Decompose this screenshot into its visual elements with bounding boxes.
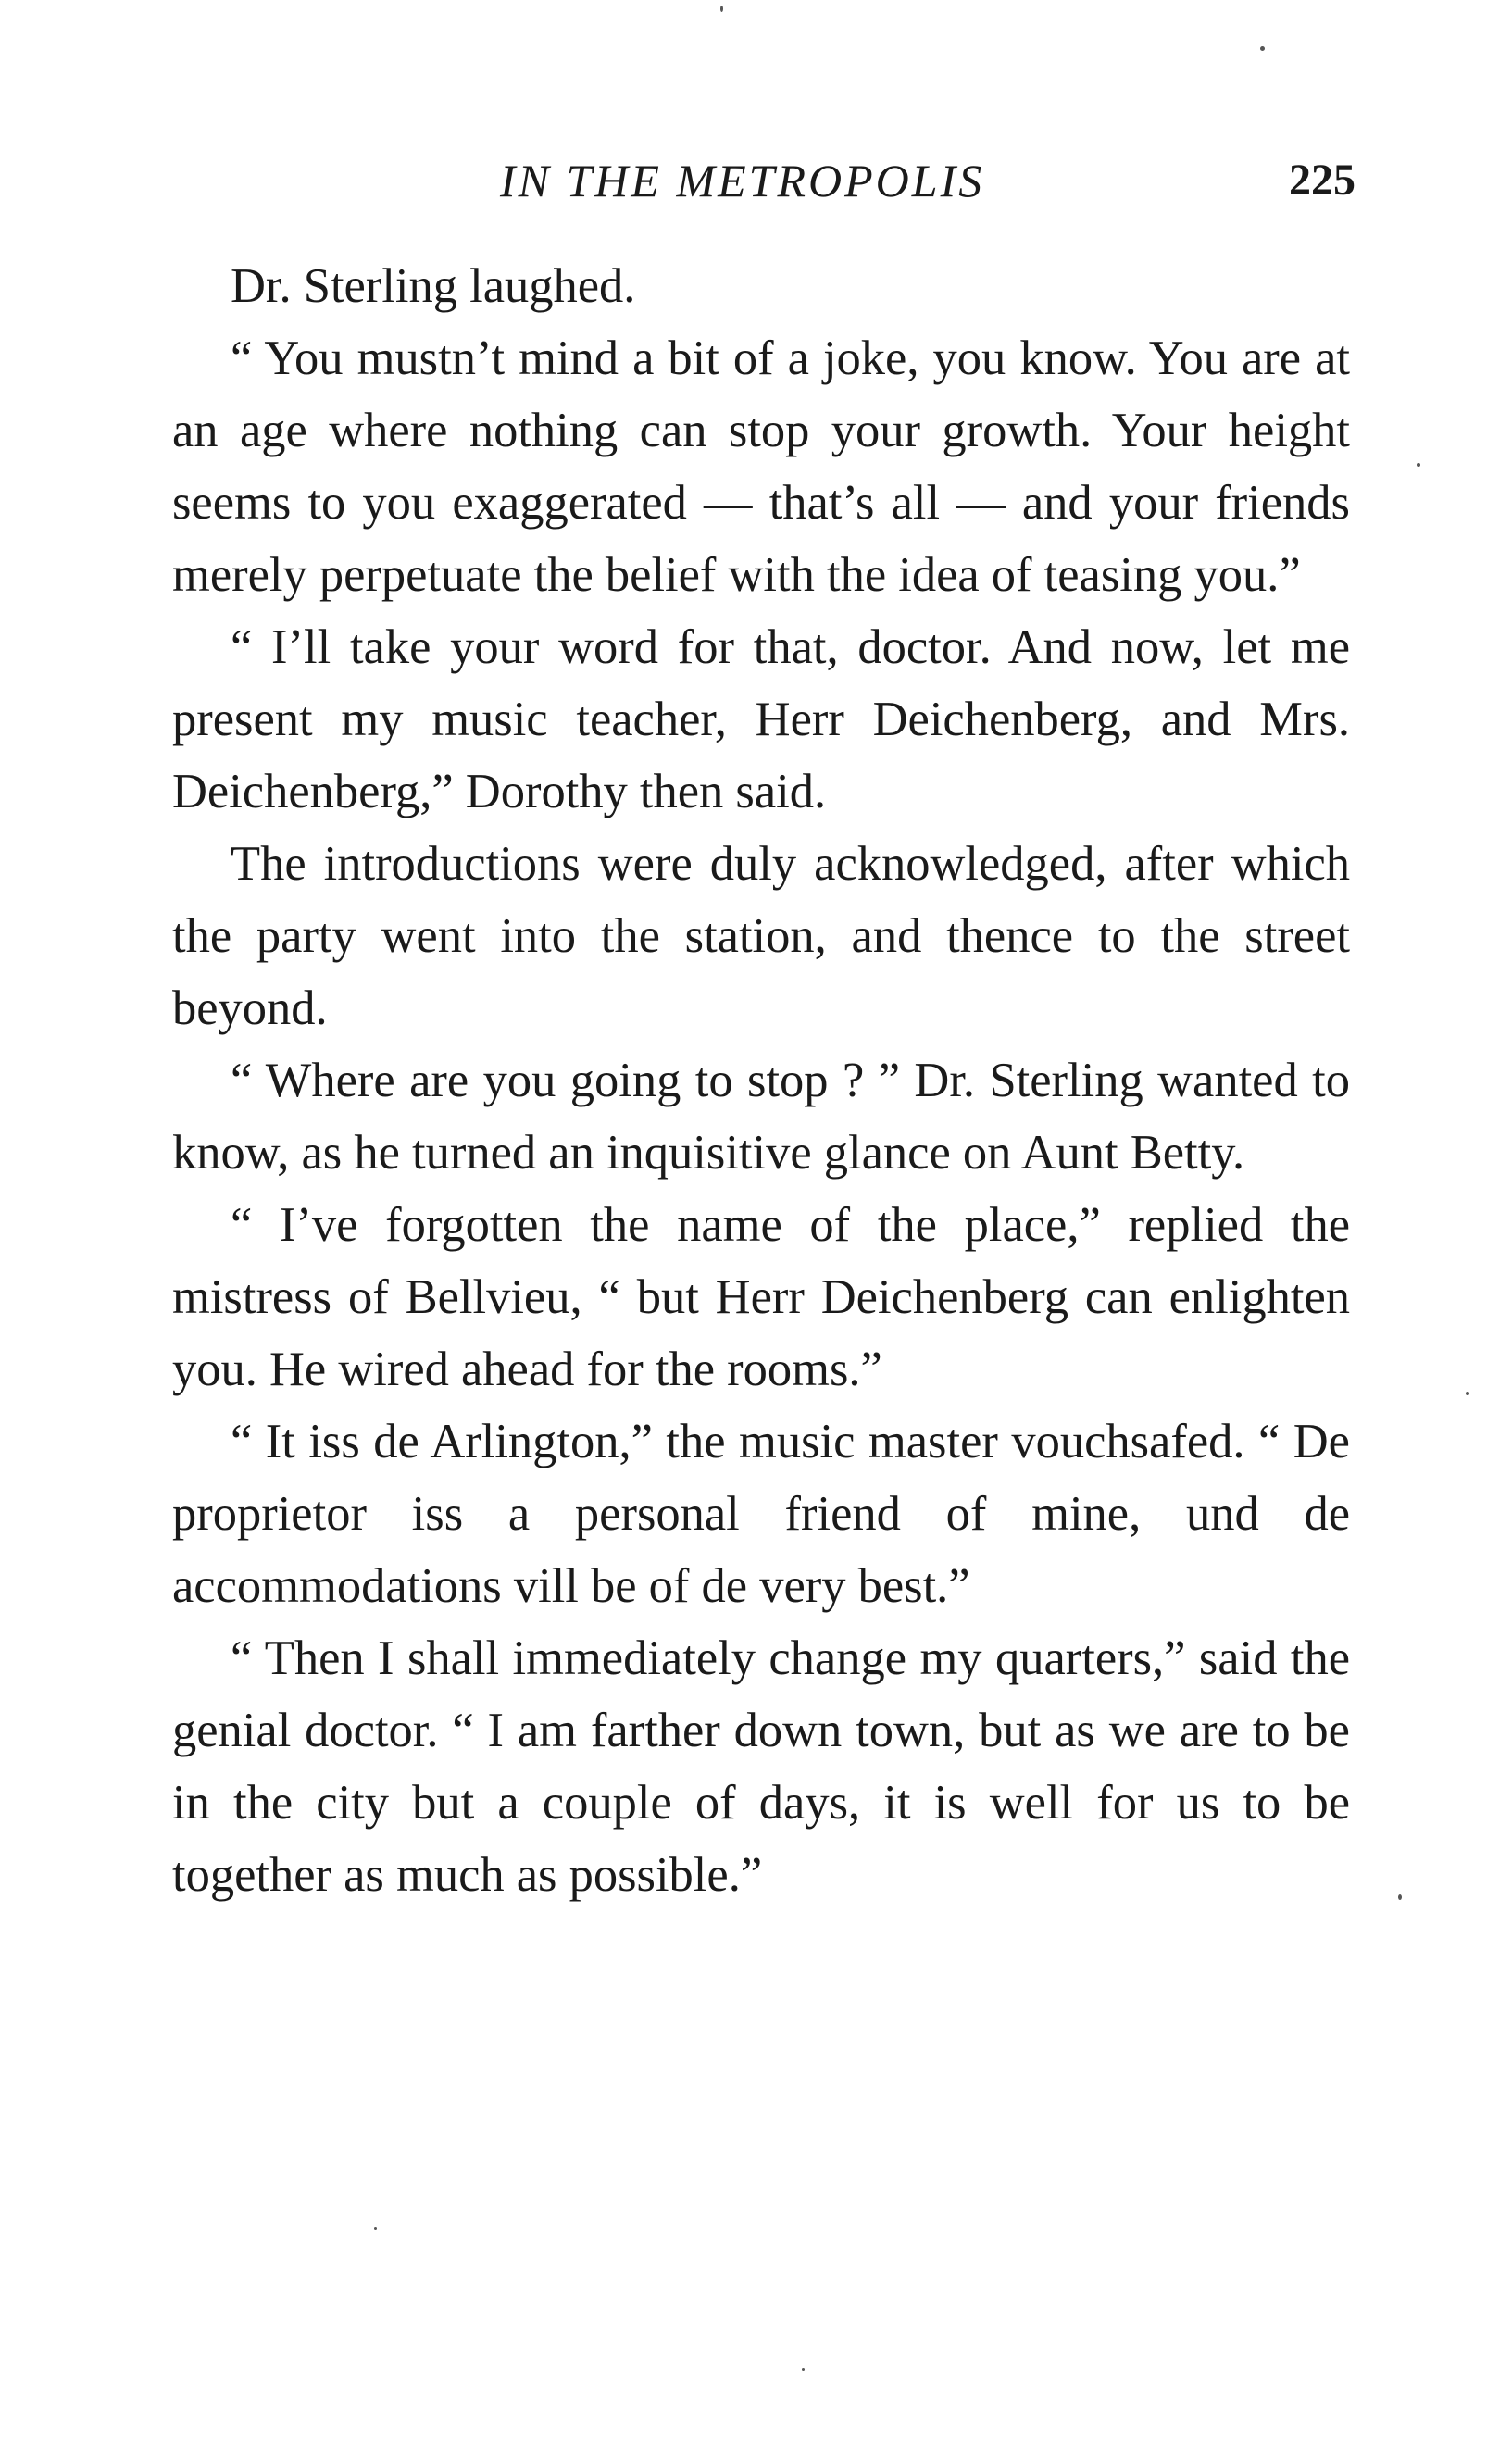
print-speck — [802, 2368, 805, 2371]
print-speck — [1260, 46, 1265, 51]
print-speck — [1466, 1392, 1469, 1395]
print-speck — [374, 2227, 377, 2230]
paragraph: “ You mustn’t mind a bit of a joke, you know. You are at an age where nothing can stop your growth. Your height seems to you exaggerated — that’s all — and your friends merely perpetuate the belief with the idea of teasing you.” — [172, 331, 1350, 602]
running-title: IN THE METROPOLIS — [500, 155, 985, 206]
paragraph: Dr. Sterling laughed. — [231, 259, 636, 313]
paragraph: “ It iss de Arlington,” the music master vouchsafed. “ De proprietor iss a personal friend of mine, und de accommodations vill be of de very best.” — [172, 1415, 1350, 1613]
running-head — [0, 148, 1512, 213]
page-number: 225 — [1289, 156, 1356, 205]
print-speck — [1398, 1894, 1402, 1900]
print-speck — [1417, 463, 1420, 467]
paragraph: “ Then I shall immediately change my quarters,” said the genial doctor. “ I am farther down town, but as we are to be in the city but a couple of days, it is well for us to be together as much as possible.” — [172, 1631, 1350, 1902]
print-speck — [720, 6, 723, 12]
paragraph: “ Where are you going to stop ? ” Dr. Sterling wanted to know, as he turned an inquisitive glance on Aunt Betty. — [172, 1054, 1350, 1180]
paragraph: “ I’ve forgotten the name of the place,” replied the mistress of Bellvieu, “ but Herr Deichenberg can enlighten you. He wired ahead for the rooms.” — [172, 1198, 1350, 1396]
paragraph: The introductions were duly acknowledged, after which the party went into the station, and thence to the street beyond. — [172, 837, 1350, 1035]
body-text — [172, 250, 1350, 1911]
paragraph: “ I’ll take your word for that, doctor. And now, let me present my music teacher, Herr Deichenberg, and Mrs. Deichenberg,” Dorothy then said. — [172, 620, 1350, 818]
